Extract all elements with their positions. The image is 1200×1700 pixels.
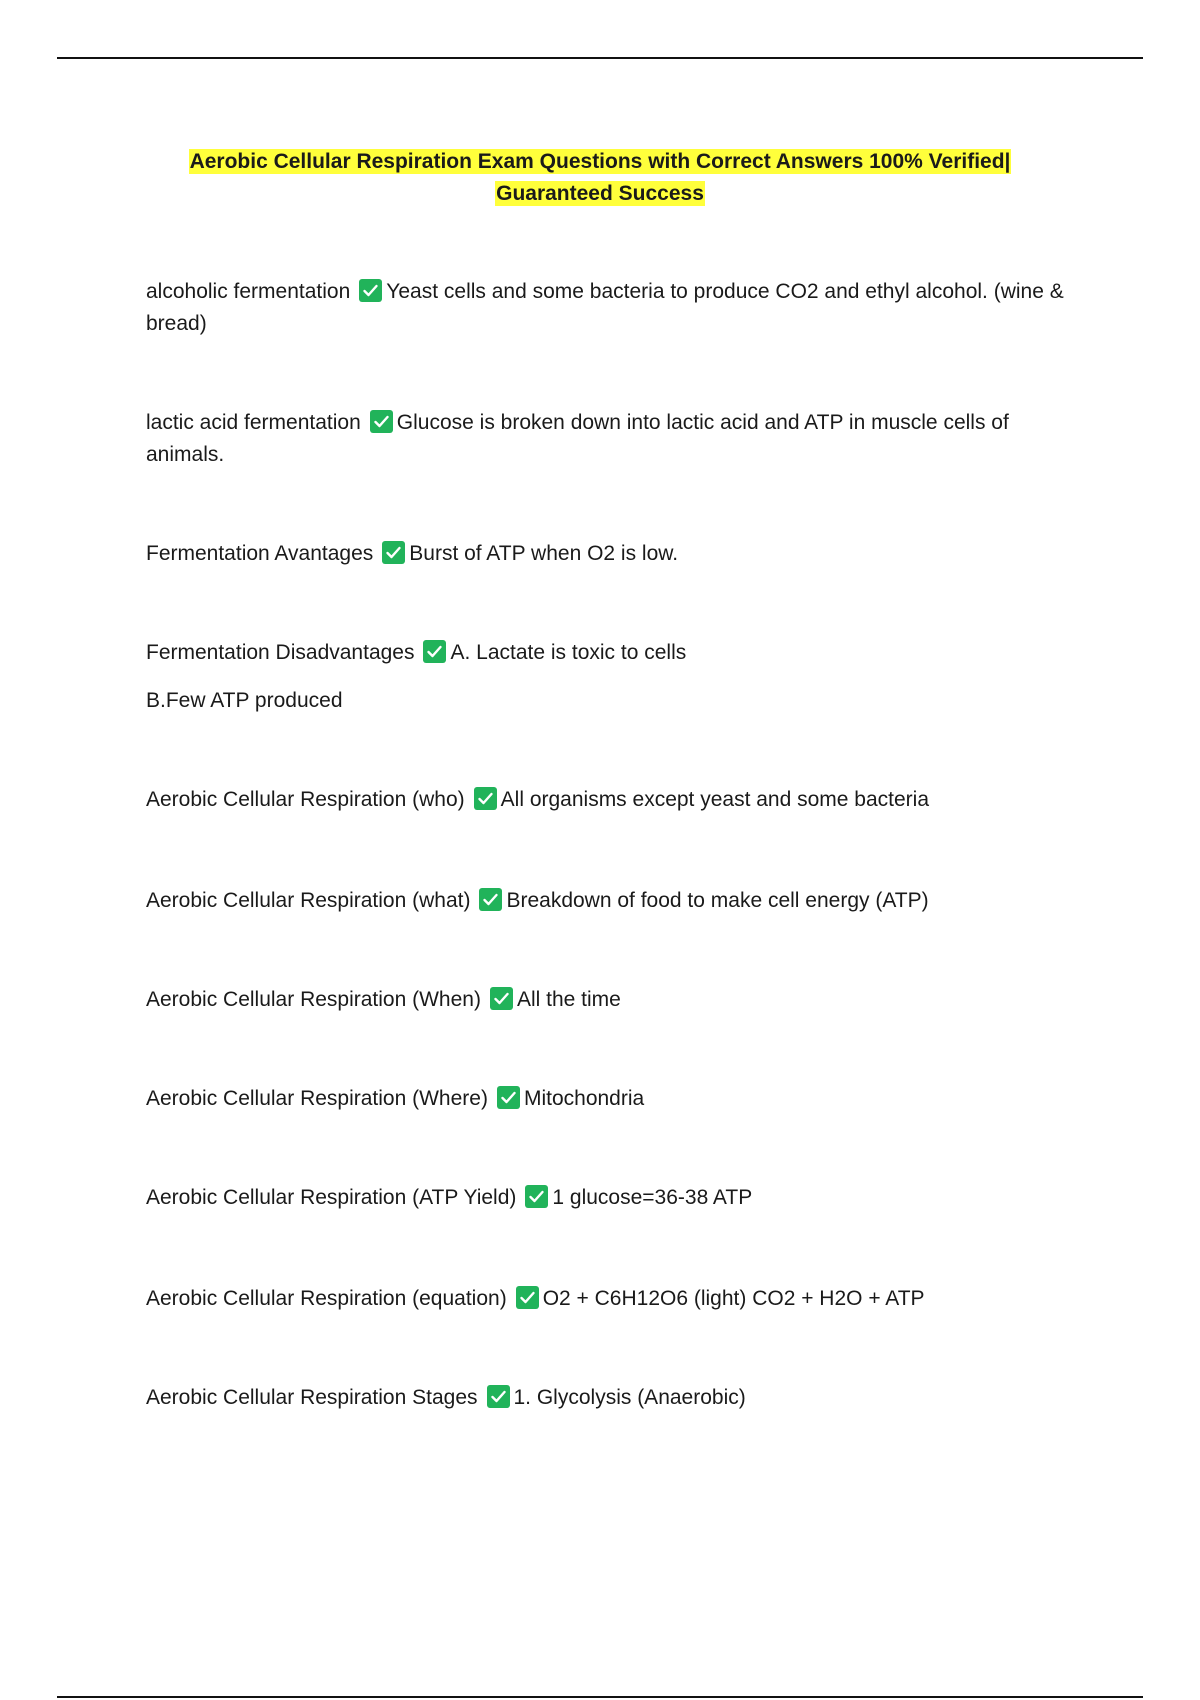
qa-item <box>146 538 1066 570</box>
answer-text: 1 glucose=36-38 ATP <box>552 1186 753 1209</box>
qa-item <box>146 1083 1066 1115</box>
question-term: Aerobic Cellular Respiration (ATP Yield) <box>146 1186 517 1209</box>
question-term: Aerobic Cellular Respiration (who) <box>146 788 465 811</box>
top-rule <box>57 57 1143 59</box>
answer-text: Yeast cells and some bacteria to produce CO2 and ethyl alcohol. (wine & bread) <box>146 280 1064 335</box>
answer-continuation: B.Few ATP produced <box>146 689 343 712</box>
qa-item <box>146 784 1066 816</box>
answer-text: O2 + C6H12O6 (light) CO2 + H2O + ATP <box>542 1287 925 1310</box>
question-term: Aerobic Cellular Respiration (what) <box>146 889 471 912</box>
qa-item <box>146 276 1066 340</box>
answer-text: Mitochondria <box>523 1087 645 1110</box>
qa-item <box>146 1382 1066 1414</box>
title-line-2: Guaranteed Success <box>496 182 704 205</box>
answer-text: Burst of ATP when O2 is low. <box>409 542 679 565</box>
check-mark-icon <box>490 987 513 1010</box>
question-term: lactic acid fermentation <box>146 411 361 434</box>
check-mark-icon <box>382 541 405 564</box>
question-term: Fermentation Avantages <box>146 542 374 565</box>
check-mark-icon <box>423 640 446 663</box>
check-mark-icon <box>359 279 382 302</box>
question-term: Aerobic Cellular Respiration (equation) <box>146 1287 507 1310</box>
qa-item <box>146 984 1066 1016</box>
title-line-1: Aerobic Cellular Respiration Exam Questions with Correct Answers 100% Verified| <box>189 150 1011 173</box>
question-term: Aerobic Cellular Respiration (When) <box>146 988 481 1011</box>
qa-item <box>146 637 1066 717</box>
answer-text: All organisms except yeast and some bacteria <box>500 788 930 811</box>
question-term: Fermentation Disadvantages <box>146 641 415 664</box>
check-mark-icon <box>497 1086 520 1109</box>
answer-text: Glucose is broken down into lactic acid and ATP in muscle cells of animals. <box>146 411 1009 466</box>
qa-item <box>146 407 1066 471</box>
check-mark-icon <box>516 1286 539 1309</box>
answer-text: A. Lactate is toxic to cells <box>450 641 687 664</box>
answer-text: All the time <box>516 988 621 1011</box>
question-term: Aerobic Cellular Respiration Stages <box>146 1386 478 1409</box>
document-title <box>0 146 1200 210</box>
check-mark-icon <box>487 1385 510 1408</box>
answer-text: Breakdown of food to make cell energy (ATP) <box>506 889 929 912</box>
qa-item <box>146 1283 1066 1315</box>
check-mark-icon <box>370 410 393 433</box>
check-mark-icon <box>479 888 502 911</box>
qa-item <box>146 885 1066 917</box>
qa-item <box>146 1182 1066 1214</box>
check-mark-icon <box>474 787 497 810</box>
check-mark-icon <box>525 1185 548 1208</box>
answer-text: 1. Glycolysis (Anaerobic) <box>513 1386 746 1409</box>
question-term: Aerobic Cellular Respiration (Where) <box>146 1087 488 1110</box>
question-term: alcoholic fermentation <box>146 280 351 303</box>
bottom-rule <box>57 1696 1143 1698</box>
